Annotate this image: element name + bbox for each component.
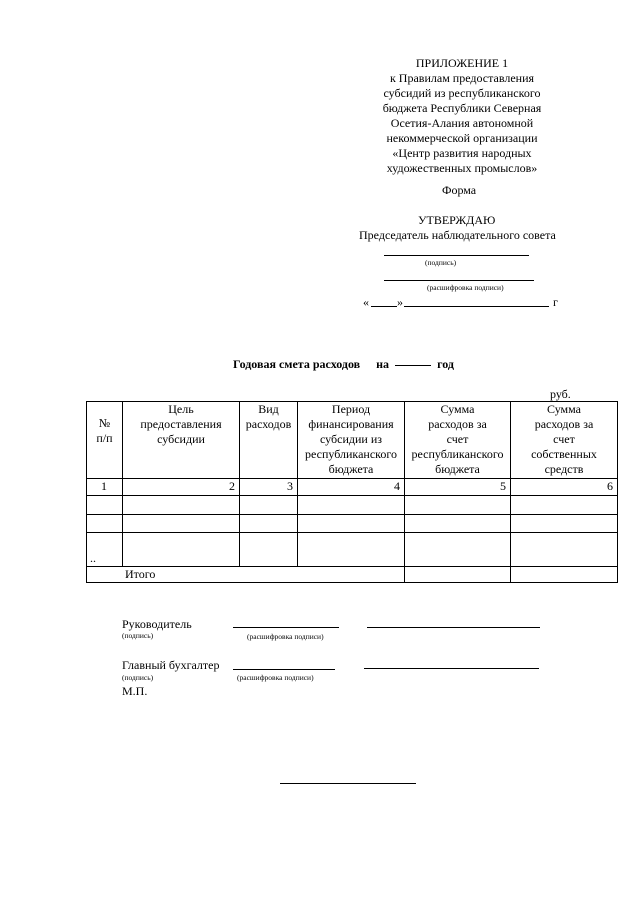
chief-accountant-signature-line: [233, 669, 335, 670]
appendix-line: бюджета Республики Северная: [382, 101, 542, 115]
header-text: бюджета: [328, 462, 374, 476]
appendix-block: [362, 56, 562, 176]
appendix-line: некоммерческой организации: [386, 131, 538, 145]
header-text: счет: [446, 432, 469, 446]
header-text: Сумма: [547, 402, 581, 416]
table-cell: [511, 533, 618, 567]
chief-accountant-label: Главный бухгалтер: [122, 658, 220, 672]
header-text: расходов: [245, 417, 292, 431]
header-purpose: [123, 402, 240, 479]
document-title: [233, 357, 454, 372]
chief-accountant-decoding-caption: (расшифровка подписи): [237, 673, 314, 682]
table-cell-ellipsis: [87, 533, 123, 567]
header-text: финансирования: [308, 417, 394, 431]
stamp-label: М.П.: [122, 684, 148, 698]
column-number: 5: [405, 479, 511, 496]
header-text: республиканского: [305, 447, 397, 461]
table-row: [87, 515, 618, 533]
table-header-row: [87, 402, 618, 479]
form-label: Форма: [442, 183, 477, 197]
document-title-year-line: [395, 365, 431, 366]
column-number: 1: [87, 479, 123, 496]
header-text: республиканского: [411, 447, 504, 461]
approval-decoding-line: [384, 280, 534, 281]
header-republican-budget-sum: [405, 402, 511, 479]
column-number: 3: [240, 479, 298, 496]
header-text: №: [98, 416, 111, 430]
header-own-funds-sum: [511, 402, 618, 479]
table-cell: [298, 496, 405, 515]
approval-date-day-line: [371, 306, 397, 307]
column-number: 2: [123, 479, 240, 496]
approval-title: УТВЕРЖДАЮ: [418, 213, 496, 227]
header-text: средств: [544, 462, 584, 476]
header-text: субсидии: [157, 432, 205, 446]
ellipsis-mark: ..: [90, 551, 96, 565]
header-number: [87, 402, 123, 479]
appendix-title: ПРИЛОЖЕНИЕ 1: [415, 56, 509, 70]
header-text: предоставления: [140, 417, 222, 431]
header-text: собственных: [531, 447, 597, 461]
table-cell: [87, 515, 123, 533]
table-cell: [123, 496, 240, 515]
footer-separator-line: [280, 783, 416, 784]
approval-decoding-caption: (расшифровка подписи): [427, 283, 504, 292]
appendix-line: к Правилам предоставления: [389, 71, 535, 85]
header-text: субсидии из: [320, 432, 382, 446]
table-cell: [240, 533, 298, 567]
total-republican-cell: [405, 567, 511, 583]
table-cell: [123, 533, 240, 567]
table-cell: [240, 496, 298, 515]
header-text: Цель: [168, 402, 194, 416]
table-cell: [405, 515, 511, 533]
header-text: счет: [553, 432, 575, 446]
appendix-line: художественных промыслов»: [386, 161, 538, 175]
header-text: п/п: [96, 431, 113, 445]
header-text: Сумма: [440, 402, 475, 416]
header-text: Вид: [258, 402, 279, 416]
table-cell: [405, 496, 511, 515]
chief-accountant-signature-caption: (подпись): [122, 673, 154, 682]
approval-date-year-suffix: г: [553, 295, 558, 309]
currency-unit: руб.: [550, 387, 571, 401]
total-own-funds-cell: [511, 567, 618, 583]
approval-date-month-line: [404, 306, 549, 307]
table-cell: [511, 515, 618, 533]
document-title-year-word: год: [437, 357, 454, 371]
table-cell: [298, 515, 405, 533]
estimate-table: [86, 401, 618, 583]
chief-accountant-decoding-line: [364, 668, 539, 669]
table-cell: [298, 533, 405, 567]
head-decoding-line: [367, 627, 540, 628]
table-row: [87, 496, 618, 515]
column-number: 6: [511, 479, 618, 496]
total-row: [87, 567, 618, 583]
document-title-main: Годовая смета расходов: [233, 357, 361, 371]
head-decoding-caption: (расшифровка подписи): [247, 632, 324, 641]
column-number-row: [87, 479, 618, 496]
table-cell: [405, 533, 511, 567]
table-cell: [240, 515, 298, 533]
header-text: расходов за: [534, 417, 594, 431]
document-title-on: на: [376, 357, 390, 371]
approval-signature-caption: (подпись): [425, 258, 457, 267]
table-cell: [87, 496, 123, 515]
header-text: расходов за: [428, 417, 487, 431]
appendix-line: субсидий из республиканского: [383, 86, 541, 100]
appendix-line: «Центр развития народных: [392, 146, 532, 160]
approval-signature-line: [384, 255, 529, 256]
approval-date-close-quote: »: [397, 295, 403, 309]
header-text: бюджета: [435, 462, 480, 476]
head-signature-caption: (подпись): [122, 631, 154, 640]
table-cell: [123, 515, 240, 533]
column-number: 4: [298, 479, 405, 496]
head-signature-line: [233, 627, 339, 628]
total-label: Итого: [87, 567, 405, 583]
appendix-line: Осетия-Алания автономной: [390, 116, 534, 130]
header-text: Период: [331, 402, 371, 416]
approval-date-open-quote: «: [363, 295, 369, 309]
table-row: [87, 533, 618, 567]
header-expense-type: [240, 402, 298, 479]
head-label: Руководитель: [122, 617, 192, 631]
header-financing-period: [298, 402, 405, 479]
table-cell: [511, 496, 618, 515]
approval-position: Председатель наблюдательного совета: [359, 228, 556, 242]
